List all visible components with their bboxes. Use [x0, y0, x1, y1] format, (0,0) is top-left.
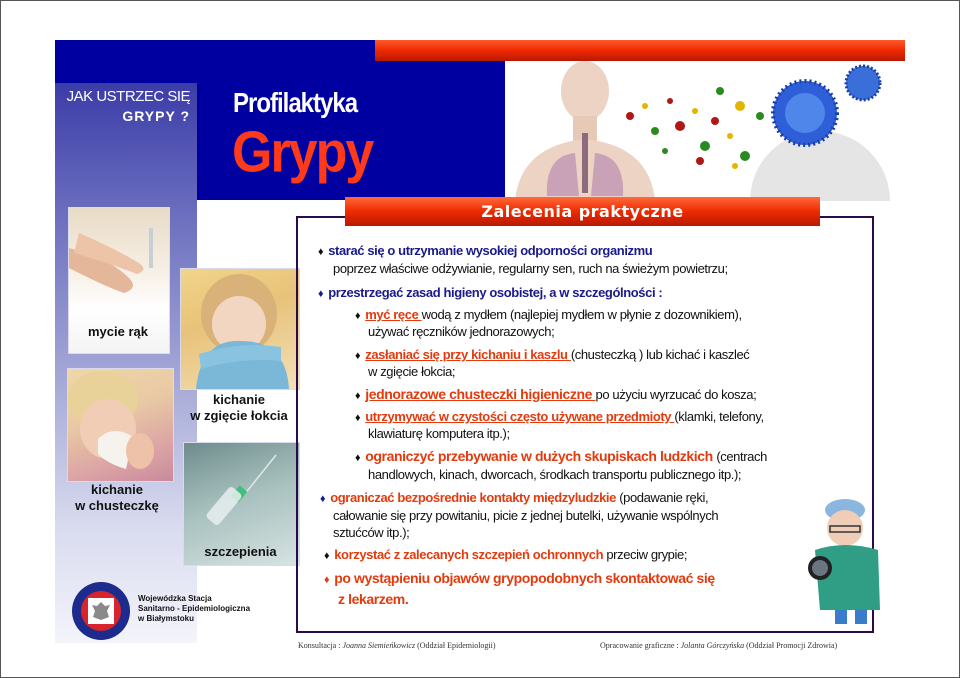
- item-cover-cough-bold: zasłaniać się przy kichaniu i kaszlu: [365, 347, 571, 362]
- credit-consult-label: Konsultacja :: [298, 641, 343, 650]
- credit-design-name: Jolanta Górczyńska: [680, 641, 745, 650]
- item-crowds: [355, 448, 767, 467]
- item-vaccination-text: przeciw grypie;: [606, 547, 688, 562]
- credit-design-label: Opracowanie graficzne :: [600, 641, 681, 650]
- item-tissues-bold: jednorazowe chusteczki higieniczne: [365, 386, 596, 402]
- syringe-icon: [184, 443, 299, 543]
- item-hygiene-bold: przestrzegać zasad higieny osobistej, a w szczególności :: [328, 285, 663, 300]
- girl-coughing-icon: [181, 269, 299, 389]
- credit-design-dept: (Oddział Promocji Zdrowia): [744, 641, 838, 650]
- item-vaccination-bold: korzystać z zalecanych szczepień ochronnych: [334, 547, 607, 562]
- item-tissues: [355, 386, 756, 405]
- title-profilaktyka: Profilaktyka: [233, 88, 358, 120]
- credit-consult-name: Joanna Siemieńkowicz: [342, 641, 416, 650]
- top-red-bar: [375, 40, 905, 61]
- item-cover-cough-text: (chusteczką ) lub kichać i kaszleć: [570, 347, 750, 362]
- item-clean-objects-bold: utrzymywać w czystości często używane przedmioty: [365, 409, 675, 424]
- grey-virus-icon: [750, 131, 890, 201]
- logo-eagle-emblem-icon: [88, 598, 114, 624]
- item-hygiene: [318, 284, 662, 303]
- photo-label-elbow-line1: kichanie: [212, 392, 266, 407]
- item-crowds-bold: ograniczyć przebywanie w dużych skupiskach ludzkich: [365, 448, 717, 464]
- item-contacts-line2: całowanie się przy powitaniu, picie z jednej butelki, używanie wspólnych: [333, 508, 719, 523]
- hands-icon: [69, 208, 169, 308]
- photo-label-tissue: [62, 482, 172, 513]
- photo-boy-tissue: [67, 368, 174, 482]
- item-see-doctor: [324, 570, 715, 589]
- item-crowds-text: (centrach: [716, 449, 767, 464]
- side-panel: [55, 83, 197, 643]
- item-contacts-bold: ograniczać bezpośrednie kontakty międzyludzkie: [330, 490, 620, 505]
- org-line2: Sanitarno - Epidemiologiczna: [138, 604, 251, 613]
- organization-name: [138, 594, 250, 624]
- item-clean-objects-text: (klamki, telefony,: [674, 409, 764, 424]
- side-question-line2: GRYPY ?: [122, 108, 190, 124]
- item-contacts: [320, 489, 708, 508]
- blue-virus-icon: [773, 66, 880, 145]
- item-see-doctor-bold: po wystąpieniu objawów grypopodobnych skontaktować się: [334, 570, 715, 586]
- item-wash-hands-text: wodą z mydłem (najlepiej mydłem w płynie z dozownikiem),: [421, 307, 742, 322]
- diamond-bullet-icon: ♦: [355, 310, 361, 322]
- diamond-bullet-icon: ♦: [324, 550, 330, 562]
- item-crowds-line2: handlowych, kinach, dworcach, środkach transportu publicznego itp.);: [368, 467, 742, 482]
- diamond-bullet-icon: ♦: [355, 350, 361, 362]
- credit-consultation: [298, 641, 496, 650]
- item-immunity-detail: poprzez właściwe odżywianie, regularny sen, ruch na świeżym powietrzu;: [333, 261, 728, 276]
- photo-label-elbow: [180, 392, 298, 423]
- diamond-bullet-icon: ♦: [355, 390, 361, 402]
- item-wash-hands-bold: myć ręce: [365, 307, 422, 322]
- photo-label-elbow-line2: w zgięcie łokcia: [190, 407, 288, 423]
- diamond-bullet-icon: ♦: [318, 246, 324, 258]
- germs-icon: [626, 87, 764, 169]
- item-clean-objects-line2: klawiaturę komputera itp.);: [368, 426, 510, 441]
- diamond-bullet-icon: ♦: [324, 574, 330, 586]
- credit-design: [600, 641, 837, 650]
- diamond-bullet-icon: ♦: [355, 412, 361, 424]
- item-vaccination: [324, 546, 687, 565]
- org-line3: w Białymstoku: [138, 614, 195, 623]
- item-tissues-text: po użyciu wyrzucać do kosza;: [595, 387, 757, 402]
- photo-label-vaccination: szczepienia: [204, 544, 277, 559]
- side-question-line1: JAK USTRZEC SIĘ: [66, 88, 190, 105]
- diamond-bullet-icon: ♦: [355, 452, 361, 464]
- item-see-doctor-line2: z lekarzem.: [338, 591, 409, 607]
- boy-tissue-icon: [68, 369, 173, 481]
- respiratory-virus-illustration: [505, 61, 905, 201]
- item-immunity-bold: starać się o utrzymanie wysokiej odporności organizmu: [328, 243, 653, 258]
- section-title-bar: Zalecenia praktyczne: [345, 197, 820, 226]
- diamond-bullet-icon: ♦: [320, 493, 326, 505]
- org-line1: Wojewódzka Stacja: [138, 594, 212, 603]
- item-contacts-text: (podawanie ręki,: [619, 490, 709, 505]
- photo-label-tissue-line1: kichanie: [90, 482, 144, 497]
- item-cover-cough-line2: w zgięcie łokcia;: [368, 364, 456, 379]
- title-grypy: Grypy: [232, 120, 373, 185]
- credit-consult-dept: (Oddział Epidemiologii): [415, 641, 496, 650]
- item-immunity: [318, 242, 652, 261]
- human-lungs-icon: [515, 61, 655, 201]
- photo-label-hand-washing: mycie rąk: [88, 324, 148, 339]
- doctor-icon: [800, 490, 885, 630]
- photo-label-tissue-line2: w chusteczkę: [75, 497, 159, 513]
- diamond-bullet-icon: ♦: [318, 288, 324, 300]
- item-wash-hands-line2: używać ręczników jednorazowych;: [368, 324, 555, 339]
- item-contacts-line3: sztućców itp.);: [333, 525, 410, 540]
- photo-girl-coughing: [180, 268, 300, 390]
